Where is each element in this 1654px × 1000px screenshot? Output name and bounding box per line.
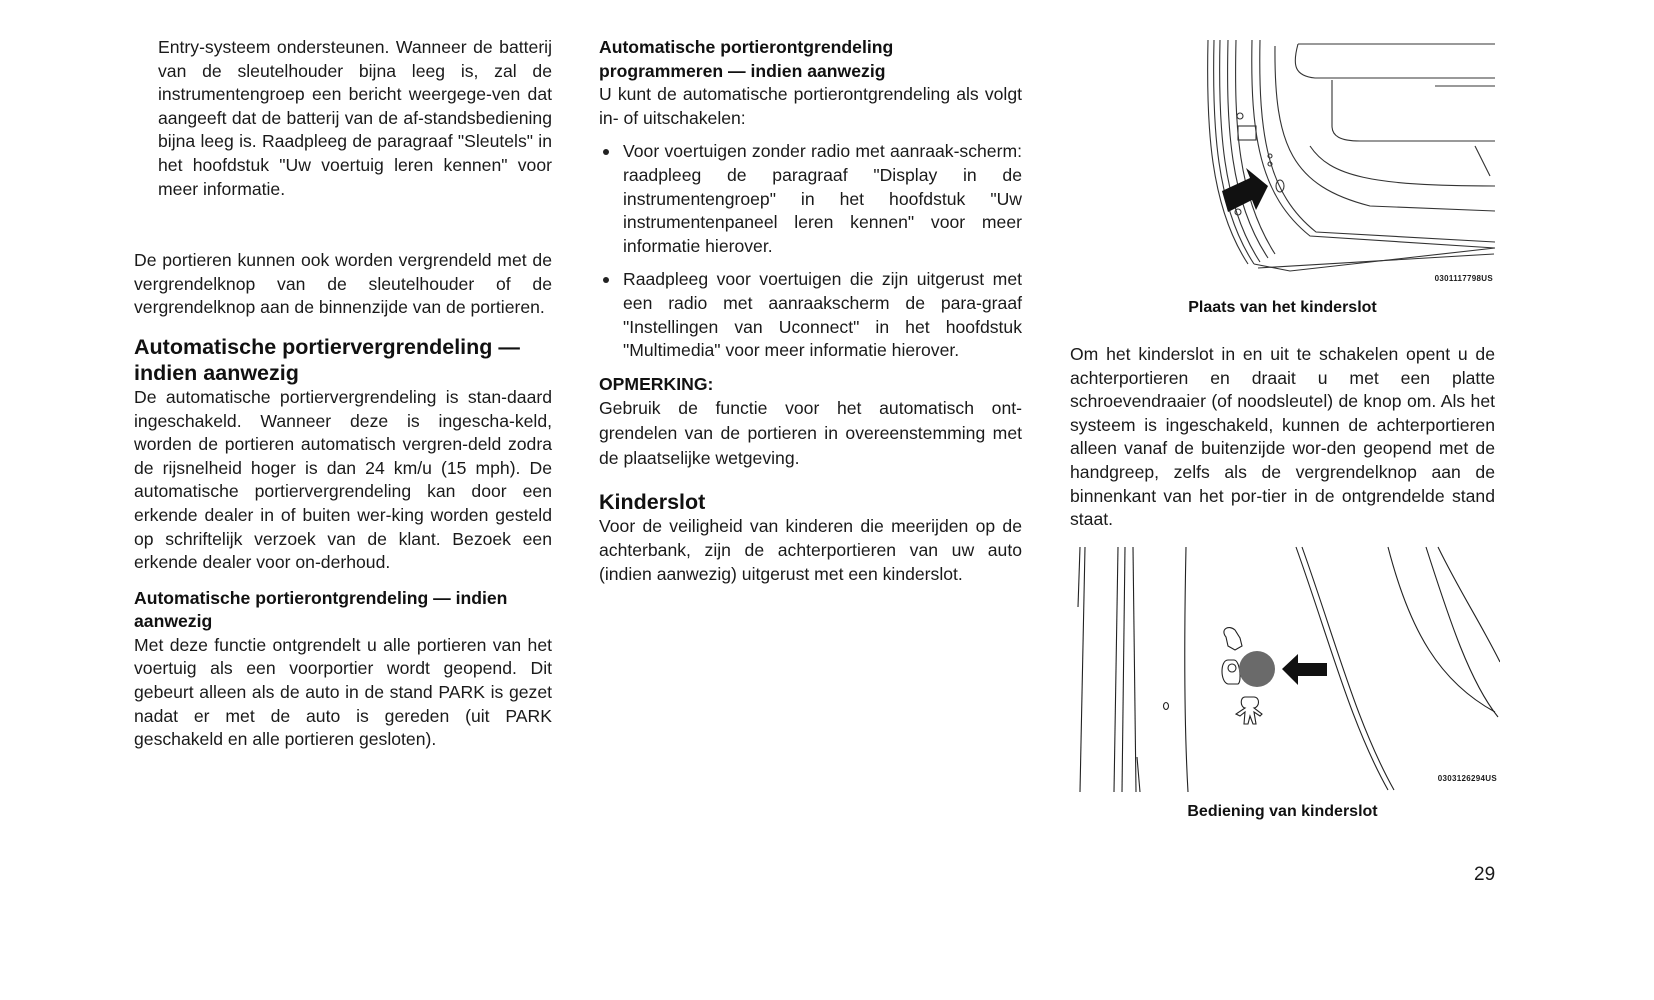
- paragraph-auto-door-unlock: Met deze functie ontgrendelt u alle portieren van het voertuig als een voorportier wordt geopend. Dit gebeurt alleen als de auto in de stand PARK is gezet nadat er met de auto is gereden (uit PARK geschakeld en alle portieren gesloten).: [134, 634, 552, 750]
- note-heading: OPMERKING:: [599, 373, 714, 394]
- arrow-icon: [1282, 654, 1327, 685]
- bullet-text: Voor voertuigen zonder radio met aanraak-scherm: raadpleeg de paragraaf "Display in de instrumentengroep" in het hoofdstuk "Uw instrumentenpaneel leren kennen" voor meer informatie hierover.: [623, 141, 1022, 256]
- bullet-icon: [603, 277, 609, 283]
- column-middle: [599, 36, 1022, 586]
- figure-child-lock-operation: [1070, 542, 1495, 797]
- paragraph-child-lock-operation: Om het kinderslot in en uit te schakelen opent u de achterportieren en draait u met een platte schroevendraaier (of noodsleutel) de knop om. Als het systeem is ingeschakeld, kunnen de achterportieren alleen vanaf de buitenzijde wor-den geopend met de handgreep, zelfs als de vergrendelknop aan de binnenkant van het por-tier in de ontgrendelde stand staat.: [1070, 344, 1495, 530]
- bullet-icon: [603, 149, 609, 155]
- bullet-item: [599, 268, 1022, 362]
- child-lock-knob: [1239, 651, 1275, 687]
- bullet-text: Raadpleeg voor voertuigen die zijn uitgerust met een radio met aanraakscherm de para-graaf "Instellingen van Uconnect" in het hoofdstuk "Multimedia" voor meer informatie hierover.: [623, 269, 1022, 361]
- arrow-icon: [1222, 168, 1268, 212]
- heading-program-auto-unlock: Automatische portierontgrendeling programmeren — indien aanwezig: [599, 37, 894, 81]
- figure-caption: Bediening van kinderslot: [1187, 802, 1378, 820]
- continued-paragraph: Entry-systeem ondersteunen. Wanneer de batterij van de sleutelhouder bijna leeg is, zal de instrumentengroep een bericht weergege-ven dat aangeeft dat de batterij van de af-standsbediening bijna leeg is. Raadpleeg de paragraaf "Sleutels" in het hoofdstuk "Uw voertuig leren kennen" voor meer informatie.: [158, 37, 552, 199]
- figure-code: 0303126294US: [1437, 773, 1497, 783]
- paragraph-child-lock: Voor de veiligheid van kinderen die meerijden op de achterbank, zijn de achterportieren van uw auto (indien aanwezig) uitgerust met een kinderslot.: [599, 516, 1022, 584]
- paragraph-auto-door-lock: De automatische portiervergrendeling is stan-daard ingeschakeld. Wanneer deze is ingescha-keld, worden de portieren automatisch vergren-deld zodra de rijsnelheid hoger is dan 24 km/u (15 mph). De automatische portiervergrendeling kan door een erkende dealer in of buiten wer-king worden gesteld op schriftelijk verzoek van de klant. Bezoek een erkende dealer voor on-derhoud.: [134, 386, 552, 573]
- heading-auto-door-unlock: Automatische portierontgrendeling — indien aanwezig: [134, 587, 508, 632]
- heading-auto-door-lock: Automatische portiervergrendeling — indien aanwezig: [134, 334, 520, 385]
- door-illustration: [1070, 36, 1495, 281]
- figure-caption: Plaats van het kinderslot: [1188, 299, 1377, 316]
- bullet-list: [599, 140, 1022, 362]
- bullet-item: [599, 140, 1022, 258]
- figure-code: 0301117798US: [1434, 274, 1493, 283]
- child-lock-illustration: [1070, 542, 1500, 792]
- heading-child-lock: Kinderslot: [599, 490, 706, 515]
- column-left: [134, 36, 552, 752]
- figure-child-lock-location: [1070, 36, 1495, 291]
- paragraph-program-intro: U kunt de automatische portierontgrendeling als volgt in- of uitschakelen:: [599, 84, 1022, 128]
- page-number: 29: [1474, 864, 1496, 885]
- paragraph-door-locking: De portieren kunnen ook worden vergrendeld met de vergrendelknop van de sleutelhouder of de vergrendelknop aan de binnenzijde van de portieren.: [134, 250, 552, 318]
- column-right: [1070, 36, 1495, 821]
- note-body: Gebruik de functie voor het automatisch ont-grendelen van de portieren in overeenstemming met de plaatselijke wetgeving.: [599, 398, 1022, 469]
